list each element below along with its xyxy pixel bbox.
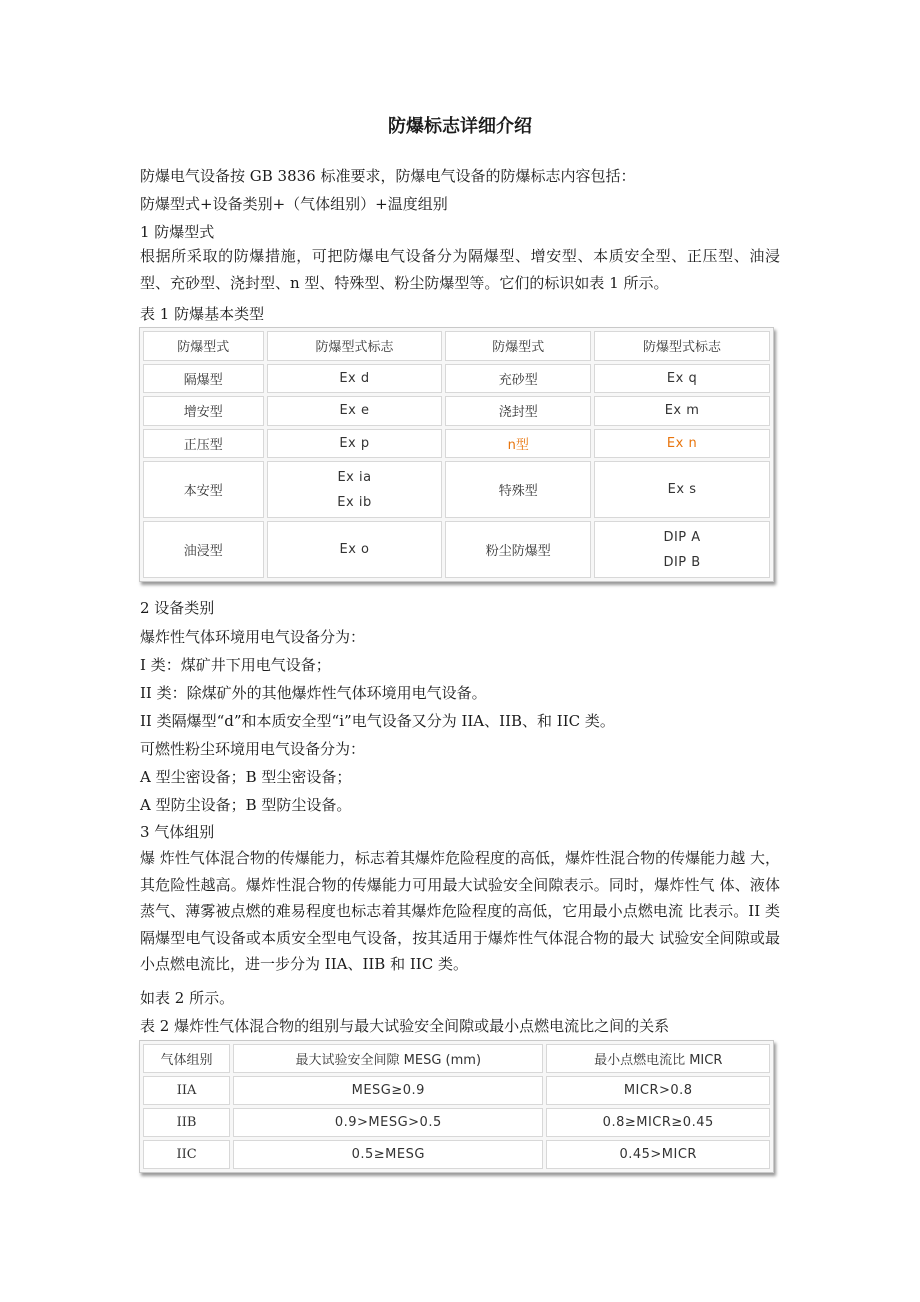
table-cell-mark-highlight: Ex n: [594, 429, 770, 459]
section-2-heading: 2 设备类别: [140, 599, 215, 617]
table-1-header-cell: 防爆型式标志: [267, 331, 443, 361]
table-cell-type: 充砂型: [445, 364, 591, 394]
table-cell-micr: MICR>0.8: [546, 1076, 770, 1105]
table-row: [143, 461, 770, 518]
mark-line: Ex ib: [337, 494, 372, 510]
section-2-line-3: II 类：除煤矿外的其他爆炸性气体环境用电气设备。: [140, 684, 487, 702]
table-cell-group: IIA: [143, 1076, 230, 1105]
table-1-caption: 表 1 防爆基本类型: [140, 305, 265, 323]
table-cell-mesg: 0.9>MESG>0.5: [233, 1108, 543, 1137]
table-cell-mark: Ex s: [594, 461, 770, 518]
table-2-header-cell: 最大试验安全间隙 MESG (mm): [233, 1044, 543, 1073]
table-2-header-cell: 气体组别: [143, 1044, 230, 1073]
table-cell-type: 本安型: [143, 461, 264, 518]
table-2-header-row: [143, 1044, 770, 1073]
section-2-line-5: 可燃性粉尘环境用电气设备分为：: [140, 740, 366, 758]
table-row: [143, 429, 770, 459]
table-cell-group: IIC: [143, 1140, 230, 1169]
table-cell-type-highlight: n型: [445, 429, 591, 459]
table-cell-type: 油浸型: [143, 521, 264, 578]
section-2-line-6: A 型尘密设备；B 型尘密设备；: [140, 768, 352, 786]
table-cell-type: 隔爆型: [143, 364, 264, 394]
table-2-header-cell: 最小点燃电流比 MICR: [546, 1044, 770, 1073]
mark-line: DIP B: [663, 554, 701, 570]
table-row: [143, 1076, 770, 1105]
section-2-line-2: I 类：煤矿井下用电气设备；: [140, 656, 331, 674]
table-1-header-cell: 防爆型式: [445, 331, 591, 361]
table-row: [143, 396, 770, 426]
section-1-paragraph: 根据所采取的防爆措施，可把防爆电气设备分为隔爆型、增安型、本质安全型、正压型、油浸型、充砂型、浇封型、n 型、特殊型、粉尘防爆型等。它们的标识如表 1 所示。: [140, 247, 780, 292]
table-row: [143, 1108, 770, 1137]
table-cell-mark: Ex q: [594, 364, 770, 394]
table-cell-mark: Ex m: [594, 396, 770, 426]
table-cell-type: 浇封型: [445, 396, 591, 426]
mark-line: Ex ia: [337, 469, 372, 485]
table-cell-micr: 0.8≥MICR≥0.45: [546, 1108, 770, 1137]
table-1-explosion-types: [139, 327, 774, 582]
section-3-heading: 3 气体组别: [140, 823, 215, 841]
table-cell-mesg: 0.5≥MESG: [233, 1140, 543, 1169]
table-cell-mark: Ex e: [267, 396, 443, 426]
section-1-heading: 1 防爆型式: [140, 223, 215, 241]
table-cell-mark-multi: [267, 461, 443, 518]
table-1-header-cell: 防爆型式标志: [594, 331, 770, 361]
table-cell-mesg: MESG≥0.9: [233, 1076, 543, 1105]
section-2-line-7: A 型防尘设备；B 型防尘设备。: [140, 796, 352, 814]
table-row: [143, 521, 770, 578]
intro-line-1: 防爆电气设备按 GB 3836 标准要求，防爆电气设备的防爆标志内容包括：: [140, 167, 636, 185]
page-title: 防爆标志详细介绍: [388, 116, 532, 137]
table-cell-mark: Ex o: [267, 521, 443, 578]
table-cell-micr: 0.45>MICR: [546, 1140, 770, 1169]
table-cell-mark: Ex d: [267, 364, 443, 394]
table-cell-type: 特殊型: [445, 461, 591, 518]
table-2-gas-groups: [139, 1040, 774, 1173]
section-3-after: 如表 2 所示。: [140, 989, 235, 1007]
table-cell-mark-multi: [594, 521, 770, 578]
table-1-header-cell: 防爆型式: [143, 331, 264, 361]
section-2-line-1: 爆炸性气体环境用电气设备分为：: [140, 628, 366, 646]
table-1-header-row: [143, 331, 770, 361]
table-cell-type: 正压型: [143, 429, 264, 459]
table-row: [143, 364, 770, 394]
section-2-line-4: II 类隔爆型“d”和本质安全型“i”电气设备又分为 IIA、IIB、和 IIC 类。: [140, 712, 615, 730]
table-cell-type: 增安型: [143, 396, 264, 426]
section-3-paragraph: 爆 炸性气体混合物的传爆能力，标志着其爆炸危险程度的高低，爆炸性混合物的传爆能力越 大，其危险性越高。爆炸性混合物的传爆能力可用最大试验安全间隙表示。同时，爆炸性气 体、液体蒸气、薄雾被点燃的难易程度也标志着其爆炸危险程度的高低，它用最小点燃电流 比表示。II 类隔爆型电气设备或本质安全型电气设备，按其适用于爆炸性气体混合物的最大 试验安全间隙或最小点燃电流比，进一步分为 IIA、IIB 和 IIC 类。: [140, 849, 780, 973]
table-cell-group: IIB: [143, 1108, 230, 1137]
table-2-caption: 表 2 爆炸性气体混合物的组别与最大试验安全间隙或最小点燃电流比之间的关系: [140, 1017, 670, 1035]
table-cell-mark: Ex p: [267, 429, 443, 459]
mark-line: DIP A: [663, 529, 701, 545]
table-cell-type: 粉尘防爆型: [445, 521, 591, 578]
table-row: [143, 1140, 770, 1169]
intro-line-2: 防爆型式+设备类别+（气体组别）+温度组别: [140, 195, 448, 213]
